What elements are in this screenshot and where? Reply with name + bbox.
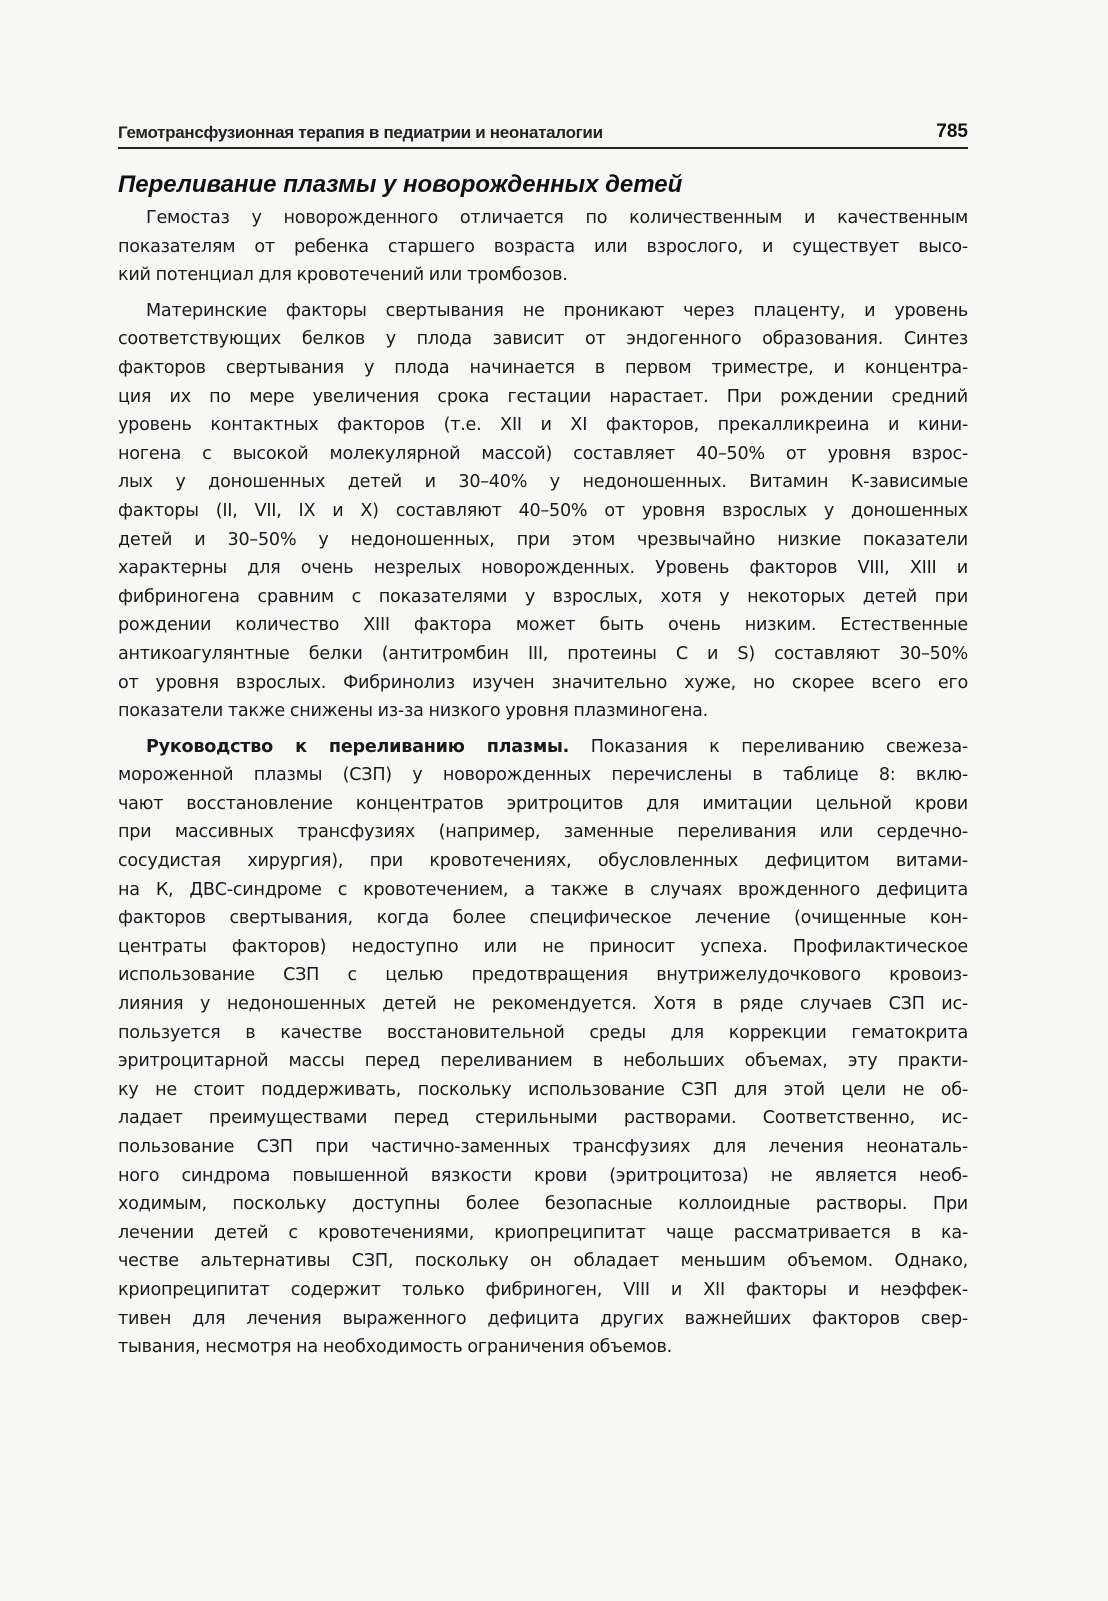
text-line: ку не стоит поддерживать, поскольку использование СЗП для этой цели не об- [118,1079,968,1100]
text-line: факторов свертывания у плода начинается в первом триместре, и концентра- [118,357,968,378]
paragraph-hemostasis [118,204,968,290]
paragraph-lead-heading: Руководство к переливанию плазмы. [146,736,570,757]
text-line: криопреципитат содержит только фибриноген, VIII и XII факторы и неэффек- [118,1279,968,1300]
text-line: пользование СЗП при частично-заменных трансфузиях для лечения неонаталь- [118,1137,968,1157]
page-content [118,170,968,1369]
text-line: ного синдрома повышенной вязкости крови (эритроцитоза) не является необ- [118,1165,968,1186]
text-line: рождении количество XIII фактора может быть очень низким. Естественные [118,615,968,636]
text-line-continuation: Показания к переливанию свежеза- [569,736,968,757]
text-line: Гемостаз у новорожденного отличается по количественным и качественным [146,208,968,228]
text-line: центраты факторов) недоступно или не приносит успеха. Профилактическое [118,936,968,957]
text-line: лых у доношенных детей и 30–40% у недоношенных. Витамин К-зависимые [118,472,968,493]
text-line: показателям от ребенка старшего возраста или взрослого, и существует высо- [118,236,968,257]
text-line: Материнские факторы свертывания не проникают через плаценту, и уровень [146,300,968,321]
text-line: тывания, несмотря на необходимость ограничения объемов. [118,1337,672,1358]
text-line: ладает преимуществами перед стерильными растворами. Соответственно, ис- [118,1108,968,1129]
text-line: тивен для лечения выраженного дефицита других важнейших факторов свер- [118,1308,968,1329]
text-line: уровень контактных факторов (т.е. XII и XI факторов, прекалликреина и кини- [118,415,968,436]
text-line: чают восстановление концентратов эритроцитов для имитации цельной крови [118,793,968,814]
text-line: детей и 30–50% у недоношенных, при этом чрезвычайно низкие показатели [118,529,968,550]
page-number: 785 [936,121,968,142]
text-line: антикоагулянтные белки (антитромбин III, протеины С и S) составляют 30–50% [118,643,968,664]
text-line: факторы (II, VII, IX и X) составляют 40–50% от уровня взрослых у доношенных [118,500,968,521]
text-line: кий потенциал для кровотечений или тромбозов. [118,265,568,286]
text-line: лияния у недоношенных детей не рекомендуется. Хотя в ряде случаев СЗП ис- [118,994,968,1015]
running-title: Гемотрансфузионная терапия в педиатрии и неонаталогии [118,123,603,142]
paragraph-plasma-guidance [118,733,968,1362]
text-line: лечении детей с кровотечениями, криопреципитат чаще рассматривается в ка- [118,1222,968,1243]
text-line: факторов свертывания, когда более специфическое лечение (очищенные кон- [118,908,968,929]
text-line: эритроцитарной массы перед переливанием в небольших объемах, эту практи- [118,1051,968,1072]
running-header [118,115,968,149]
text-line: сосудистая хирургия), при кровотечениях, обусловленных дефицитом витами- [118,851,968,872]
text-line: использование СЗП с целью предотвращения внутрижелудочкового кровоиз- [118,965,968,986]
text-line: показатели также снижены из-за низкого уровня плазминогена. [118,701,708,722]
text-line [118,733,968,762]
text-line: от уровня взрослых. Фибринолиз изучен значительно хуже, но скорее всего его [118,672,968,693]
section-title: Переливание плазмы у новорожденных детей [118,171,683,198]
text-line: фибриногена сравним с показателями у взрослых, хотя у некоторых детей при [118,586,968,607]
text-line: ходимым, поскольку доступны более безопасные коллоидные растворы. При [118,1194,968,1215]
text-line: ногена с высокой молекулярной массой) составляет 40–50% от уровня взрос- [118,443,968,464]
text-line: честве альтернативы СЗП, поскольку он обладает меньшим объемом. Однако, [118,1251,968,1272]
paragraph-coagulation-factors [118,297,968,726]
text-line: соответствующих белков у плода зависит от эндогенного образования. Синтез [118,329,968,350]
text-line: ция их по мере увеличения срока гестации нарастает. При рождении средний [118,386,968,407]
text-line: на К, ДВС-синдроме с кровотечением, а также в случаях врожденного дефицита [118,879,968,900]
text-line: характерны для очень незрелых новорожденных. Уровень факторов VIII, XIII и [118,558,968,579]
text-line: мороженной плазмы (СЗП) у новорожденных перечислены в таблице 8: вклю- [118,765,968,786]
text-line: при массивных трансфузиях (например, заменные переливания или сердечно- [118,822,968,843]
text-line: пользуется в качестве восстановительной среды для коррекции гематокрита [118,1022,968,1043]
